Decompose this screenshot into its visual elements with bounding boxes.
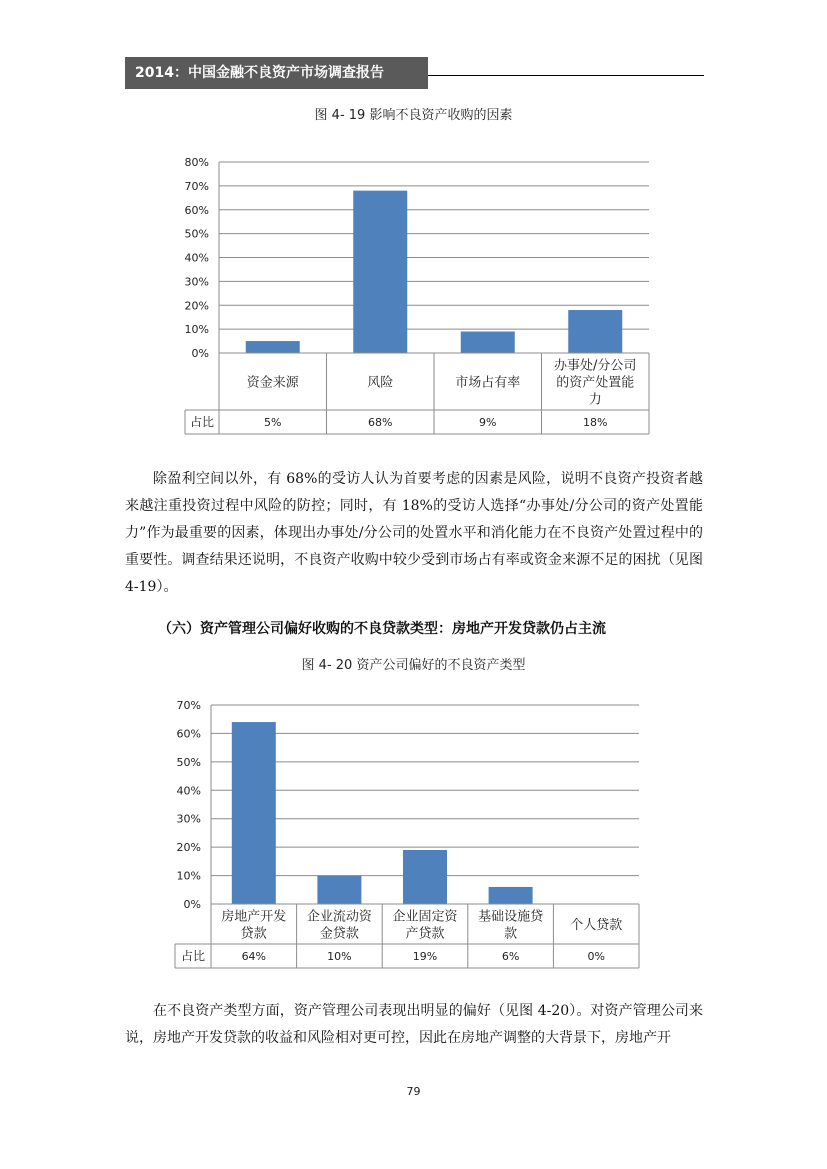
y-tick-label: 50% — [184, 227, 209, 241]
data-label: 10% — [327, 950, 352, 963]
data-label: 9% — [479, 416, 497, 429]
y-tick-label: 60% — [176, 727, 201, 741]
y-tick-label: 10% — [176, 869, 201, 883]
paragraph-1: 除盈利空间以外，有 68%的受访人认为首要考虑的因素是风险，说明不良资产投资者越来越注重投资过程中风险的防控；同时，有 18%的受访人选择“办事处/分公司的资产处置能力”作为最重要的因素，体现出办事处/分公司的处置水平和消化能力在不良资产处置过程中的重要性。调查结果还说明，不良资产收购中较少受到市场占有率或资金来源不足的困扰（见图 4-19）。 — [125, 471, 703, 595]
category-label: 贷款 — [240, 926, 267, 942]
category-label: 市场占有率 — [455, 375, 521, 391]
row-label: 占比 — [189, 415, 215, 429]
paragraph-2: 在不良资产类型方面，资产管理公司表现出明显的偏好（见图 4-20）。对资产管理公司来说，房地产开发贷款的收益和风险相对更可控，因此在房地产调整的大背景下，房地产开 — [125, 1003, 703, 1046]
bar — [246, 341, 300, 353]
bar — [232, 722, 276, 904]
bar — [353, 191, 407, 353]
page-number: 79 — [406, 1085, 421, 1098]
category-label: 企业固定资 — [392, 909, 458, 925]
y-tick-label: 50% — [176, 755, 201, 769]
category-label: 办事处/分公司 — [554, 358, 637, 374]
section-heading: （六）资产管理公司偏好收购的不良贷款类型：房地产开发贷款仍占主流 — [158, 621, 606, 637]
header-rule — [428, 75, 704, 76]
y-tick-label: 0% — [183, 898, 201, 911]
y-tick-label: 20% — [176, 841, 201, 855]
data-label: 5% — [264, 416, 282, 429]
y-tick-label: 30% — [184, 275, 209, 289]
figure-4-20-chart — [0, 695, 827, 975]
y-tick-label: 60% — [184, 203, 209, 217]
bar — [317, 876, 361, 904]
category-label: 的资产处置能 — [556, 375, 635, 391]
y-tick-label: 40% — [184, 251, 209, 265]
category-label: 金贷款 — [319, 926, 359, 942]
data-label: 64% — [241, 950, 267, 963]
y-tick-label: 70% — [176, 699, 201, 712]
bar — [568, 310, 622, 353]
y-tick-label: 70% — [184, 179, 209, 193]
category-label: 资金来源 — [246, 375, 299, 391]
figure-4-20-caption: 图 4- 20 资产公司偏好的不良资产类型 — [301, 658, 526, 673]
category-label: 个人贷款 — [570, 918, 623, 933]
row-label: 占比 — [180, 949, 206, 963]
category-label: 款 — [504, 926, 518, 942]
category-label: 房地产开发 — [221, 909, 287, 925]
category-label: 力 — [588, 392, 602, 408]
data-label: 19% — [412, 950, 438, 963]
y-tick-label: 80% — [184, 156, 209, 169]
figure-4-19-chart — [0, 150, 827, 430]
data-label: 0% — [587, 950, 605, 963]
category-label: 基础设施贷 — [478, 909, 544, 925]
category-label: 产贷款 — [405, 926, 445, 942]
data-label: 6% — [501, 950, 520, 963]
y-tick-label: 0% — [191, 347, 209, 360]
data-label: 18% — [583, 416, 608, 429]
category-label: 企业流动资 — [306, 909, 372, 925]
bar — [489, 887, 533, 904]
figure-4-19-caption: 图 4- 19 影响不良资产收购的因素 — [314, 108, 513, 123]
bar — [461, 332, 515, 353]
category-label: 风险 — [367, 375, 394, 391]
bar — [403, 850, 447, 904]
y-tick-label: 30% — [176, 812, 201, 826]
y-tick-label: 10% — [184, 323, 209, 337]
report-header-title: 2014：中国金融不良资产市场调查报告 — [125, 57, 428, 89]
y-tick-label: 40% — [176, 784, 201, 798]
data-label: 68% — [368, 416, 393, 429]
y-tick-label: 20% — [184, 299, 209, 313]
